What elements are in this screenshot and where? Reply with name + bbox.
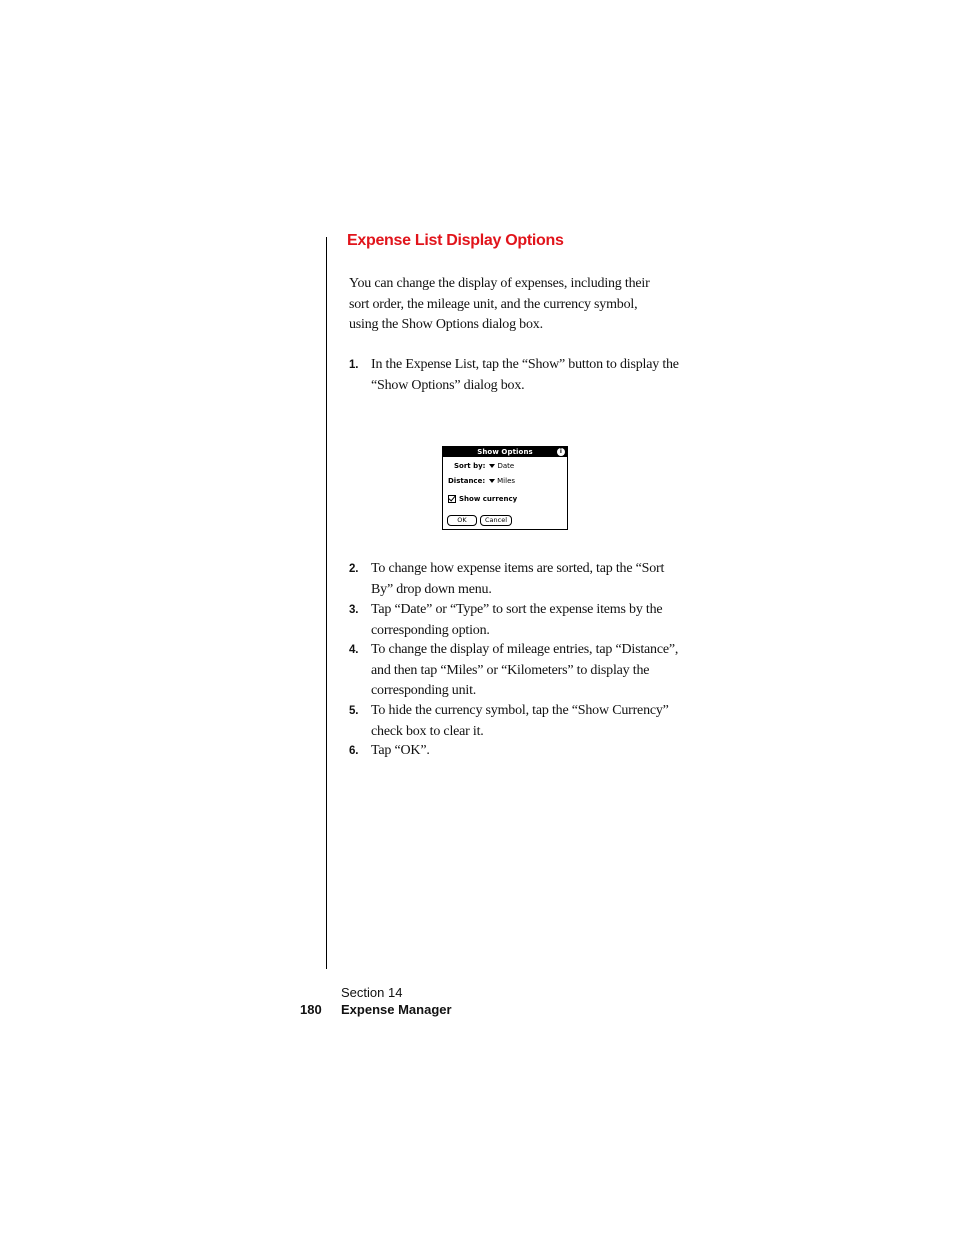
intro-paragraph: You can change the display of expenses, including their sort order, the mileage unit, and the currency symbol, using the Show Options dialog box. (349, 276, 650, 332)
ok-button[interactable]: OK (447, 515, 477, 526)
distance-row (448, 477, 515, 485)
step-number: 5. (349, 705, 359, 717)
step-number: 3. (349, 604, 359, 616)
show-currency-row[interactable] (448, 495, 517, 503)
dropdown-arrow-icon (489, 464, 495, 468)
page-number: 180 (300, 1002, 322, 1017)
step-item (349, 600, 679, 641)
step-number: 1. (349, 359, 359, 371)
sort-by-row (454, 462, 514, 470)
step-text: To change how expense items are sorted, tap the “Sort By” drop down menu. (371, 561, 665, 597)
margin-rule (326, 237, 327, 969)
dialog-title-bar (443, 447, 567, 457)
step-text: Tap “OK”. (371, 743, 430, 758)
info-icon[interactable]: i (557, 448, 565, 456)
show-options-dialog (442, 446, 568, 530)
sort-by-label: Sort by: (454, 462, 486, 470)
sort-by-value[interactable]: Date (497, 462, 515, 470)
step-item (349, 741, 679, 762)
step-text: To hide the currency symbol, tap the “Show Currency” check box to clear it. (371, 703, 669, 739)
dialog-title: Show Options (477, 448, 533, 456)
step-number: 4. (349, 644, 359, 656)
step-item (349, 355, 679, 396)
footer-section: Section 14 (341, 985, 403, 1000)
step-item (349, 701, 679, 742)
dropdown-arrow-icon (489, 479, 495, 483)
step-number: 2. (349, 563, 359, 575)
footer-chapter-title: Expense Manager (341, 1002, 452, 1017)
cancel-button[interactable]: Cancel (480, 515, 512, 526)
distance-value[interactable]: Miles (497, 477, 516, 485)
step-text: To change the display of mileage entries, tap “Distance”, and then tap “Miles” or “Kilometers” to display the corresponding unit. (371, 642, 679, 698)
step-item (349, 559, 679, 600)
show-currency-checkbox[interactable] (448, 495, 456, 503)
show-currency-label: Show currency (459, 495, 518, 503)
step-text: Tap “Date” or “Type” to sort the expense items by the corresponding option. (371, 602, 663, 638)
distance-label: Distance: (448, 477, 486, 485)
step-number: 6. (349, 745, 359, 757)
section-heading: Expense List Display Options (347, 232, 564, 249)
step-text: In the Expense List, tap the “Show” button to display the “Show Options” dialog box. (371, 357, 679, 393)
step-item (349, 640, 679, 702)
